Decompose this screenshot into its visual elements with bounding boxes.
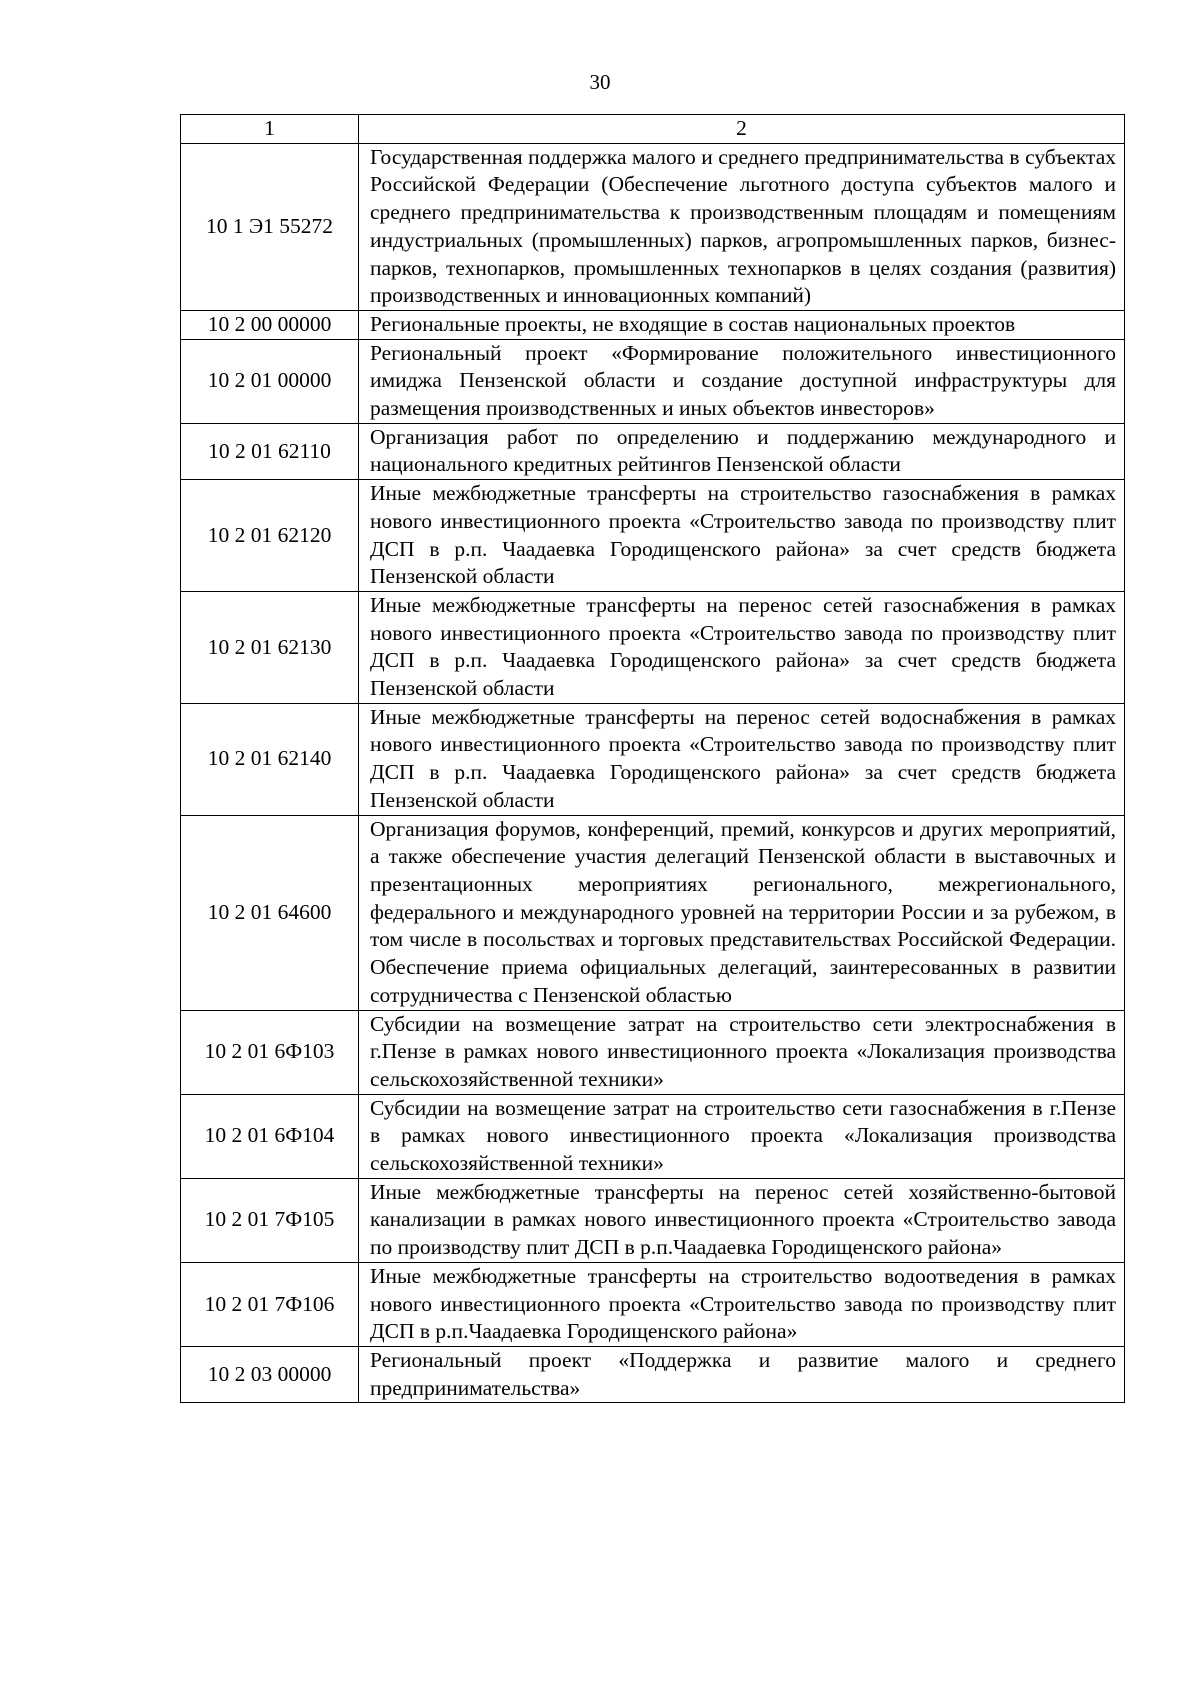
table-row (181, 1178, 1125, 1262)
table-row (181, 423, 1125, 479)
row-code: 10 2 01 6Ф103 (181, 1010, 359, 1094)
row-description: Иные межбюджетные трансферты на строительство газоснабжения в рамках нового инвестиционного проекта «Строительство завода по производству плит ДСП в р.п. Чаадаевка Городищенского района» за счет средств бюджета Пензенской области (359, 480, 1125, 592)
table-row (181, 703, 1125, 815)
column-header-description: 2 (359, 115, 1125, 144)
row-description: Региональный проект «Поддержка и развитие малого и среднего предпринимательства» (359, 1346, 1125, 1402)
row-code: 10 2 01 7Ф106 (181, 1262, 359, 1346)
row-code: 10 2 01 00000 (181, 339, 359, 423)
table-row (181, 1346, 1125, 1402)
row-code: 10 2 01 62130 (181, 591, 359, 703)
row-description: Региональные проекты, не входящие в состав национальных проектов (359, 310, 1125, 339)
row-code: 10 2 03 00000 (181, 1346, 359, 1402)
row-description: Субсидии на возмещение затрат на строительство сети электроснабжения в г.Пензе в рамках нового инвестиционного проекта «Локализация производства сельскохозяйственной техники» (359, 1010, 1125, 1094)
row-description: Иные межбюджетные трансферты на перенос сетей хозяйственно-бытовой канализации в рамках нового инвестиционного проекта «Строительство завода по производству плит ДСП в р.п.Чаадаевка Городищенского района» (359, 1178, 1125, 1262)
column-header-code: 1 (181, 115, 359, 144)
table-row (181, 815, 1125, 1010)
row-code: 10 2 00 00000 (181, 310, 359, 339)
row-code: 10 2 01 62140 (181, 703, 359, 815)
row-description: Государственная поддержка малого и среднего предпринимательства в субъектах Российской Федерации (Обеспечение льготного доступа субъектов малого и среднего предпринимательства к производственным площадям и помещениям индустриальных (промышленных) парков, агропромышленных парков, бизнес-парков, технопарков, промышленных технопарков в целях создания (развития) производственных и инновационных компаний) (359, 143, 1125, 310)
row-description: Иные межбюджетные трансферты на перенос сетей водоснабжения в рамках нового инвестиционного проекта «Строительство завода по производству плит ДСП в р.п. Чаадаевка Городищенского района» за счет средств бюджета Пензенской области (359, 703, 1125, 815)
row-code: 10 2 01 6Ф104 (181, 1094, 359, 1178)
table-row (181, 480, 1125, 592)
row-description: Иные межбюджетные трансферты на строительство водоотведения в рамках нового инвестиционного проекта «Строительство завода по производству плит ДСП в р.п.Чаадаевка Городищенского района» (359, 1262, 1125, 1346)
row-code: 10 2 01 62120 (181, 480, 359, 592)
page-number: 30 (589, 70, 611, 94)
table-row (181, 310, 1125, 339)
table-row (181, 1262, 1125, 1346)
table-row (181, 339, 1125, 423)
row-description: Иные межбюджетные трансферты на перенос сетей газоснабжения в рамках нового инвестиционного проекта «Строительство завода по производству плит ДСП в р.п. Чаадаевка Городищенского района» за счет средств бюджета Пензенской области (359, 591, 1125, 703)
row-description: Региональный проект «Формирование положительного инвестиционного имиджа Пензенской области и создание доступной инфраструктуры для размещения производственных и иных объектов инвесторов» (359, 339, 1125, 423)
table-row (181, 1094, 1125, 1178)
table-row (181, 591, 1125, 703)
table-header-row (181, 115, 1125, 144)
row-code: 10 1 Э1 55272 (181, 143, 359, 310)
row-description: Организация работ по определению и поддержанию международного и национального кредитных рейтингов Пензенской области (359, 423, 1125, 479)
row-code: 10 2 01 7Ф105 (181, 1178, 359, 1262)
row-description: Субсидии на возмещение затрат на строительство сети газоснабжения в г.Пензе в рамках нового инвестиционного проекта «Локализация производства сельскохозяйственной техники» (359, 1094, 1125, 1178)
table-row (181, 143, 1125, 310)
budget-codes-table (180, 114, 1125, 1403)
row-code: 10 2 01 64600 (181, 815, 359, 1010)
row-code: 10 2 01 62110 (181, 423, 359, 479)
row-description: Организация форумов, конференций, премий, конкурсов и других мероприятий, а также обеспечение участия делегаций Пензенской области в выставочных и презентационных мероприятиях регионального, межрегионального, федерального и международного уровней на территории России и за рубежом, в том числе в посольствах и торговых представительствах Российской Федерации. Обеспечение приема официальных делегаций, заинтересованных в развитии сотрудничества с Пензенской областью (359, 815, 1125, 1010)
table-row (181, 1010, 1125, 1094)
